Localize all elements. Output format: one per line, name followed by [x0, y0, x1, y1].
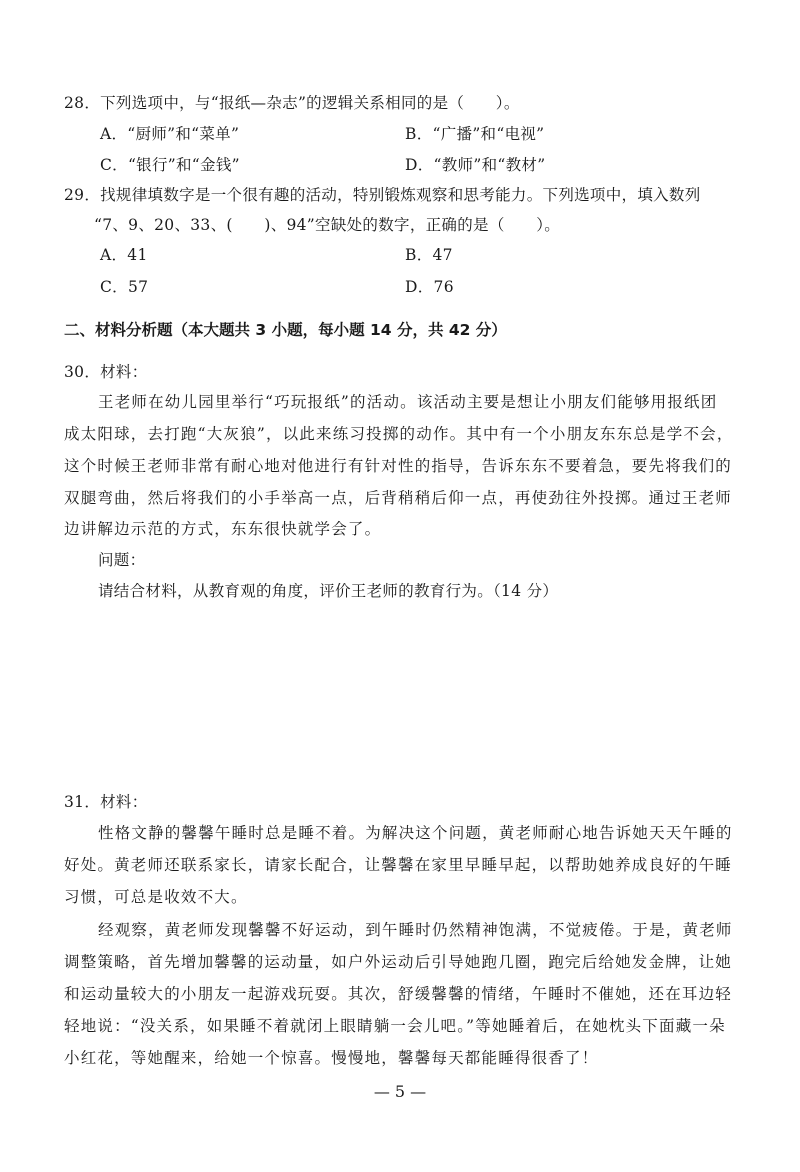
q29-stem-line2: “7、9、20、33、( )、94”空缺处的数字，正确的是（ ）。	[94, 216, 561, 234]
q30-question: 请结合材料，从教育观的角度，评价王老师的教育行为。（14 分）	[98, 582, 559, 600]
section-2-heading: 二、材料分析题（本大题共 3 小题，每小题 14 分，共 42 分）	[64, 321, 507, 339]
q31-material-line: 调整策略，首先增加馨馨的运动量，如户外运动后引导她跑几圈，跑完后给她发金牌，让她	[64, 953, 733, 971]
q31-material-line: 小红花，等她醒来，给她一个惊喜。慢慢地，馨馨每天都能睡得很香了！	[64, 1049, 599, 1067]
q31-material-line: 习惯，可总是收效不大。	[64, 888, 248, 906]
q30-question-label: 问题：	[98, 551, 146, 569]
q29-option-b: B．47	[405, 246, 453, 264]
q31-material-line: 和运动量较大的小朋友一起游戏玩耍。其次，舒缓馨馨的情绪，午睡时不催她，还在耳边轻	[64, 985, 733, 1003]
q31-material-line: 轻地说：“没关系，如果睡不着就闭上眼睛躺一会儿吧。”等她睡着后，在她枕头下面藏一朵	[64, 1017, 726, 1035]
q29-stem-line1: 29．找规律填数字是一个很有趣的活动，特别锻炼观察和思考能力。下列选项中，填入数列	[64, 186, 701, 204]
q28-option-c: C．“银行”和“金钱”	[100, 156, 240, 174]
q29-option-d: D．76	[405, 278, 454, 296]
q28-option-a: A．“厨师”和“菜单”	[100, 125, 240, 143]
q30-material-line: 边讲解边示范的方式，东东很快就学会了。	[64, 520, 382, 538]
q30-material-line: 成太阳球，去打跑“大灰狼”，以此来练习投掷的动作。其中有一个小朋友东东总是学不会，	[64, 425, 734, 443]
q28-stem: 28．下列选项中，与“报纸—杂志”的逻辑关系相同的是（ ）。	[64, 94, 520, 112]
q29-option-c: C．57	[100, 278, 149, 296]
q30-material-line: 王老师在幼儿园里举行“巧玩报纸”的活动。该活动主要是想让小朋友们能够用报纸团	[98, 393, 718, 411]
q31-label: 31．材料：	[64, 793, 148, 811]
q31-material-line: 经观察，黄老师发现馨馨不好运动，到午睡时仍然精神饱满，不觉疲倦。于是，黄老师	[98, 921, 733, 939]
page-number: — 5 —	[373, 1082, 427, 1101]
q30-material-line: 这个时候王老师非常有耐心地对他进行有针对性的指导，告诉东东不要着急，要先将我们的	[64, 457, 733, 475]
q29-option-a: A．41	[100, 246, 148, 264]
q30-label: 30．材料：	[64, 363, 148, 381]
q28-option-b: B．“广播”和“电视”	[405, 125, 545, 143]
q31-material-line: 性格文静的馨馨午睡时总是睡不着。为解决这个问题，黄老师耐心地告诉她天天午睡的	[98, 824, 733, 842]
q28-option-d: D．“教师”和“教材”	[405, 156, 546, 174]
q30-material-line: 双腿弯曲，然后将我们的小手举高一点，后背稍稍后仰一点，再使劲往外投掷。通过王老师	[64, 489, 733, 507]
q31-material-line: 好处。黄老师还联系家长，请家长配合，让馨馨在家里早睡早起，以帮助她养成良好的午睡	[64, 856, 733, 874]
